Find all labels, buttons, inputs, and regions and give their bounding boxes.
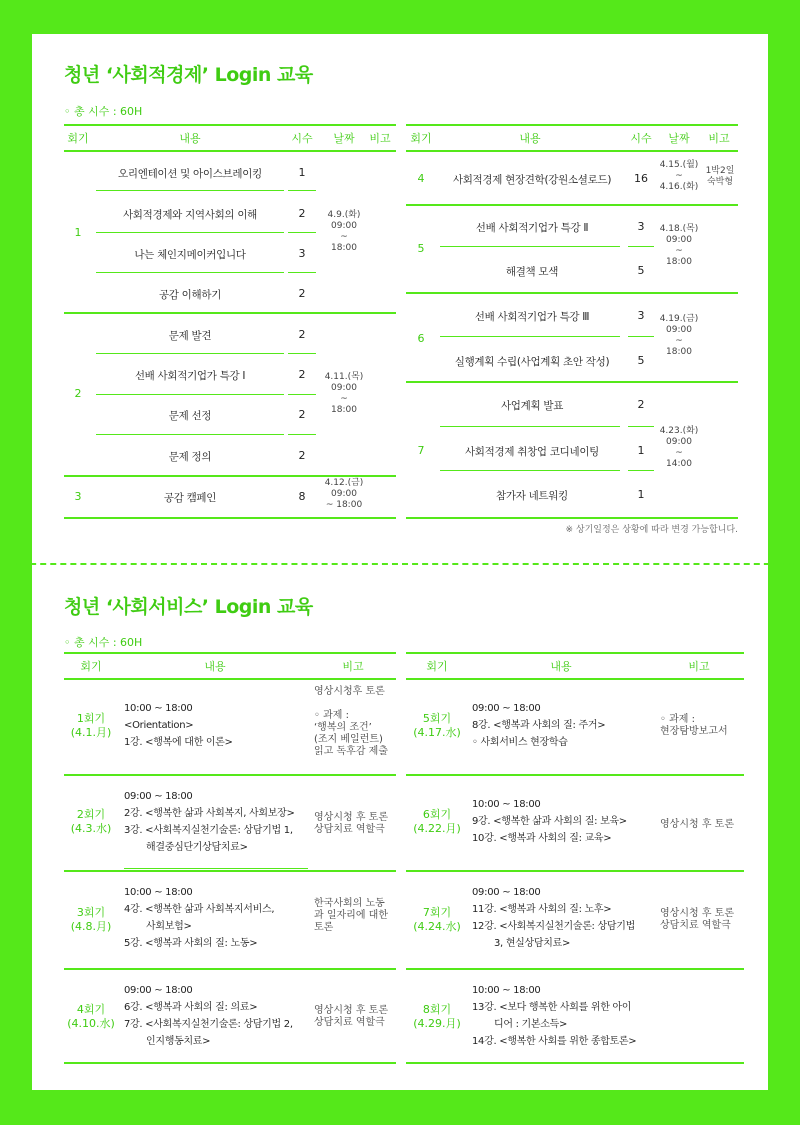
table-row-hours: 1 xyxy=(637,488,645,501)
row-divider xyxy=(288,232,316,233)
round-remark: 영상시청후 토론 ◦ 과제 : ‘행복의 조건’ (조지 베일런트) 읽고 독후감 제출 xyxy=(314,686,388,757)
row-divider xyxy=(96,353,284,354)
content-line: 09:00 ~ 18:00 xyxy=(124,791,193,802)
divider xyxy=(64,312,396,314)
table-row-hours: 3 xyxy=(637,309,645,322)
header-content: 내용 xyxy=(179,132,201,145)
table-row-hours: 2 xyxy=(298,368,306,381)
table-row-hours: 3 xyxy=(298,247,306,260)
round-content xyxy=(124,982,293,1050)
divider xyxy=(64,475,396,477)
round-label: 8회기 (4.29.月) xyxy=(413,1003,461,1030)
round-content xyxy=(124,884,274,952)
round-content xyxy=(472,982,636,1050)
header-session: 회기 xyxy=(426,660,448,673)
round-content xyxy=(472,884,635,952)
table-row-hours: 2 xyxy=(298,207,306,220)
table-row-hours: 2 xyxy=(637,398,645,411)
divider xyxy=(64,124,396,126)
content-line: 09:00 ~ 18:00 xyxy=(124,985,193,996)
row-divider xyxy=(628,246,654,247)
content-line: 5강. <행복과 사회의 질: 노동> xyxy=(124,938,258,949)
row-divider xyxy=(628,470,654,471)
content-line: 3, 현실상담치료> xyxy=(494,938,571,949)
table-row-hours: 16 xyxy=(634,172,648,185)
divider xyxy=(64,150,396,152)
round-label: 6회기 (4.22.月) xyxy=(413,808,461,835)
divider xyxy=(64,1062,396,1064)
content-line: 10:00 ~ 18:00 xyxy=(124,887,193,898)
session-number: 5 xyxy=(417,242,425,255)
table-row-hours: 2 xyxy=(298,328,306,341)
row-divider xyxy=(96,272,284,273)
content-line: 8강. <행복과 사회의 질: 주거> xyxy=(472,720,606,731)
divider xyxy=(406,381,738,383)
row-divider xyxy=(628,336,654,337)
header-session: 회기 xyxy=(80,660,102,673)
content-line: 10:00 ~ 18:00 xyxy=(472,985,541,996)
round-content xyxy=(472,700,605,751)
table-row-content: 사회적경제 취창업 코디네이팅 xyxy=(464,446,600,458)
content-line: 10:00 ~ 18:00 xyxy=(472,799,541,810)
session-date: 4.15.(월) ~ 4.16.(화) xyxy=(659,160,699,192)
row-divider xyxy=(440,426,620,427)
round-remark: 영상시청 후 토론 xyxy=(660,819,734,830)
header-remark: 비고 xyxy=(688,660,710,673)
content-line: 사회보험> xyxy=(146,921,192,932)
content-line: 10:00 ~ 18:00 xyxy=(124,703,193,714)
table-row-content: 문제 정의 xyxy=(168,451,212,463)
row-divider xyxy=(440,336,620,337)
table-row-content: 선배 사회적기업가 특강 Ⅲ xyxy=(474,311,590,323)
session-date: 4.23.(화) 09:00 ~ 14:00 xyxy=(659,426,699,469)
session-date: 4.19.(금) 09:00 ~ 18:00 xyxy=(659,314,699,357)
divider xyxy=(406,870,744,872)
header-remark: 비고 xyxy=(369,132,391,145)
content-line: 2강. <행복한 삶과 사회복지, 사회보장> xyxy=(124,808,295,819)
header-date: 날짜 xyxy=(668,132,690,145)
table-row-content: 실행계획 수립(사업계획 초안 작성) xyxy=(454,356,610,368)
section2-total-hours: ◦ 총 시수 : 60H xyxy=(64,636,143,649)
session-date: 4.11.(목) 09:00 ~ 18:00 xyxy=(324,372,364,415)
content-line: 09:00 ~ 18:00 xyxy=(472,703,541,714)
session-number: 6 xyxy=(417,332,425,345)
content-line: 10강. <행복과 사회의 질: 교육> xyxy=(472,833,612,844)
row-divider xyxy=(96,394,284,395)
section2-title: 청년 ‘사회서비스’ Login 교육 xyxy=(64,596,313,618)
content-line: ◦ 사회서비스 현장학습 xyxy=(472,737,568,748)
table-row-content: 사회적경제 현장견학(강원소셜로드) xyxy=(452,174,612,186)
divider xyxy=(124,868,308,869)
session-number: 7 xyxy=(417,444,425,457)
divider xyxy=(64,968,396,970)
divider xyxy=(406,150,738,152)
header-remark: 비고 xyxy=(342,660,364,673)
table-row-content: 문제 선정 xyxy=(168,410,212,422)
header-remark: 비고 xyxy=(708,132,730,145)
header-date: 날짜 xyxy=(333,132,355,145)
divider xyxy=(406,124,738,126)
divider xyxy=(406,652,744,654)
table-row-hours: 5 xyxy=(637,354,645,367)
table-row-hours: 1 xyxy=(298,166,306,179)
content-line: 4강. <행복한 삶과 사회복지서비스, xyxy=(124,904,275,915)
table-row-content: 사업계획 발표 xyxy=(500,400,564,412)
round-label: 5회기 (4.17.水) xyxy=(413,712,461,739)
section1-total-hours: ◦ 총 시수 : 60H xyxy=(64,105,143,118)
row-divider xyxy=(96,232,284,233)
row-divider xyxy=(288,272,316,273)
row-divider xyxy=(288,434,316,435)
header-content: 내용 xyxy=(519,132,541,145)
round-label: 1회기 (4.1.月) xyxy=(70,712,112,739)
row-divider xyxy=(440,470,620,471)
content-line: 7강. <사회복지실천기술론: 상담기법 2, xyxy=(124,1019,293,1030)
table-row-content: 참가자 네트워킹 xyxy=(496,490,568,502)
divider xyxy=(64,652,396,654)
divider xyxy=(406,204,738,206)
round-remark: 영상시청 후 토론 상담치료 역할극 xyxy=(314,1005,388,1028)
session-number: 3 xyxy=(74,490,82,503)
content-line: 디어 : 기본소득> xyxy=(494,1019,568,1030)
round-remark: 한국사회의 노동 과 일자리에 대한 토론 xyxy=(314,898,388,933)
session-number: 4 xyxy=(417,172,425,185)
table-row-hours: 8 xyxy=(298,490,306,503)
session-date: 4.18.(목) 09:00 ~ 18:00 xyxy=(659,224,699,267)
session-remark: 1박2일 숙박형 xyxy=(705,166,735,187)
content-line: 인지행동치료> xyxy=(146,1036,211,1047)
content-line: 9강. <행복한 삶과 사회의 질: 보육> xyxy=(472,816,627,827)
row-divider xyxy=(440,246,620,247)
round-label: 3회기 (4.8.月) xyxy=(70,906,112,933)
session-date: 4.12.(금) 09:00 ~ 18:00 xyxy=(324,478,364,510)
content-line: 14강. <행복한 사회를 위한 종합토론> xyxy=(472,1036,637,1047)
divider xyxy=(406,517,738,519)
session-date: 4.9.(화) 09:00 ~ 18:00 xyxy=(327,210,361,253)
divider xyxy=(406,292,738,294)
table-row-content: 문제 발견 xyxy=(168,330,212,342)
round-content xyxy=(124,700,233,751)
row-divider xyxy=(628,426,654,427)
content-line: 09:00 ~ 18:00 xyxy=(472,887,541,898)
content-line: 3강. <사회복지실천기술론: 상담기법 1, xyxy=(124,825,293,836)
content-line: <Orientation> xyxy=(124,720,194,731)
round-remark: 영상시청 후 토론 상담치료 역할극 xyxy=(314,812,388,835)
row-divider xyxy=(288,353,316,354)
header-session: 회기 xyxy=(67,132,89,145)
row-divider xyxy=(96,190,284,191)
round-label: 7회기 (4.24.水) xyxy=(413,906,461,933)
table-row-hours: 2 xyxy=(298,287,306,300)
table-row-hours: 5 xyxy=(637,264,645,277)
header-content: 내용 xyxy=(550,660,572,673)
footnote: ※ 상기일정은 상황에 따라 변경 가능합니다. xyxy=(565,525,738,535)
content-line: 해결중심단기상담치료> xyxy=(146,842,248,853)
round-content xyxy=(124,788,295,856)
divider xyxy=(64,678,396,680)
divider xyxy=(406,1062,744,1064)
divider xyxy=(64,870,396,872)
content-line: 13강. <보다 행복한 사회를 위한 아이 xyxy=(472,1002,632,1013)
round-label: 2회기 (4.3.水) xyxy=(70,808,112,835)
row-divider xyxy=(288,394,316,395)
session-number: 2 xyxy=(74,387,82,400)
table-row-content: 사회적경제와 지역사회의 이해 xyxy=(122,209,258,221)
header-hours: 시수 xyxy=(291,132,313,145)
session-number: 1 xyxy=(74,226,82,239)
table-row-content: 공감 캠페인 xyxy=(163,492,217,504)
table-row-content: 선배 사회적기업가 특강 Ⅰ xyxy=(134,370,246,382)
divider xyxy=(64,517,396,519)
divider xyxy=(406,968,744,970)
table-row-hours: 3 xyxy=(637,220,645,233)
round-label: 4회기 (4.10.水) xyxy=(67,1003,115,1030)
table-row-content: 해결책 모색 xyxy=(505,266,559,278)
row-divider xyxy=(96,434,284,435)
round-remark: ◦ 과제 : 현장탐방보고서 xyxy=(660,714,728,737)
content-line: 1강. <행복에 대한 이론> xyxy=(124,737,233,748)
header-content: 내용 xyxy=(204,660,226,673)
header-session: 회기 xyxy=(410,132,432,145)
header-hours: 시수 xyxy=(630,132,652,145)
row-divider xyxy=(288,190,316,191)
table-row-hours: 2 xyxy=(298,408,306,421)
content-line: 12강. <사회복지실천기술론: 상담기법 xyxy=(472,921,635,932)
section-divider xyxy=(0,563,800,565)
table-row-content: 나는 체인지메이커입니다 xyxy=(134,249,246,261)
divider xyxy=(406,678,744,680)
divider xyxy=(406,774,744,776)
section1-title: 청년 ‘사회적경제’ Login 교육 xyxy=(64,64,313,86)
content-line: 6강. <행복과 사회의 질: 의료> xyxy=(124,1002,258,1013)
table-row-content: 오리엔테이션 및 아이스브레이킹 xyxy=(118,168,262,180)
table-row-hours: 2 xyxy=(298,449,306,462)
table-row-content: 선배 사회적기업가 특강 Ⅱ xyxy=(475,222,589,234)
round-content xyxy=(472,796,627,847)
content-line: 11강. <행복과 사회의 질: 노후> xyxy=(472,904,612,915)
table-row-hours: 1 xyxy=(637,444,645,457)
divider xyxy=(64,774,396,776)
table-row-content: 공감 이해하기 xyxy=(158,289,222,301)
round-remark: 영상시청 후 토론 상담치료 역할극 xyxy=(660,908,734,931)
